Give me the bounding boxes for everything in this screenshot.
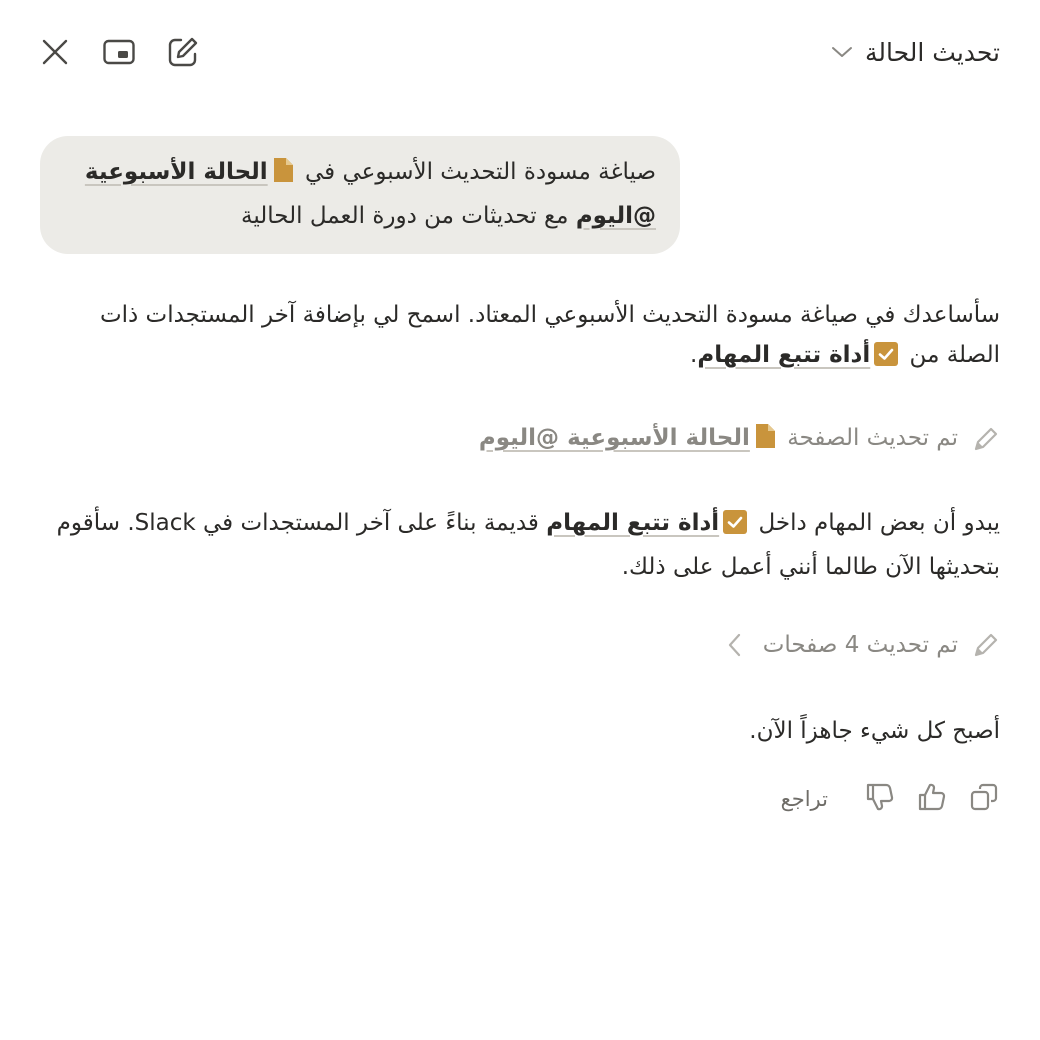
assistant-message-1-end: . <box>690 342 698 368</box>
pencil-icon <box>972 631 1000 659</box>
undo-button[interactable]: تراجع <box>780 787 828 811</box>
step-pages-updated[interactable] <box>727 631 1000 659</box>
close-button[interactable] <box>40 37 70 67</box>
assistant-message-2 <box>40 503 1000 587</box>
chevron-down-icon <box>831 45 853 59</box>
copy-button[interactable] <box>968 782 1000 816</box>
thumbs-up-icon <box>917 782 947 816</box>
step-2-label: تم تحديث 4 صفحات <box>762 632 958 658</box>
assistant-message-2-text-1: يبدو أن بعض المهام داخل <box>751 510 1000 536</box>
thumbs-up-button[interactable] <box>916 782 948 816</box>
copy-icon <box>970 783 998 815</box>
feedback-bar <box>775 782 1000 816</box>
chat-title: تحديث الحالة <box>864 37 1000 67</box>
picture-in-picture-button[interactable] <box>104 37 134 67</box>
window-actions <box>40 37 198 67</box>
picture-in-picture-icon <box>103 39 135 65</box>
pencil-icon <box>972 425 1000 453</box>
new-chat-icon <box>167 36 199 68</box>
step-1-label: تم تحديث الصفحة <box>779 425 958 451</box>
chat-title-selector[interactable] <box>831 38 1000 67</box>
database-mention-task-tracker[interactable]: أداة تتبع المهام <box>697 342 871 368</box>
assistant-message-1-text: سأساعدك في صياغة مسودة التحديث الأسبوعي المعتاد. اسمح لي بإضافة آخر المستجدات ذات الصلة من <box>99 302 1000 368</box>
step-page-updated <box>479 423 1000 455</box>
top-bar <box>40 28 1000 76</box>
assistant-message-2-text-2: قديمة بناءً على آخر المستجدات في Slack. سأقوم بتحديثها الآن طالما أنني أعمل على ذلك. <box>56 510 1000 580</box>
assistant-message-3: أصبح كل شيء جاهزاً الآن. <box>749 718 1000 744</box>
user-message <box>40 136 680 254</box>
thumbs-down-button[interactable] <box>864 782 896 816</box>
page-mention-weekly-status[interactable]: الحالة الأسبوعية @اليوم <box>84 159 656 229</box>
new-chat-button[interactable] <box>168 37 198 67</box>
assistant-message-1 <box>40 295 1000 379</box>
chevron-left-icon <box>727 633 741 657</box>
checkbox-icon <box>874 339 898 379</box>
database-mention-task-tracker[interactable]: أداة تتبع المهام <box>546 510 720 536</box>
page-mention-weekly-status[interactable]: الحالة الأسبوعية @اليوم <box>478 425 750 451</box>
page-icon <box>272 156 294 196</box>
user-message-text-2: مع تحديثات من دورة العمل الحالية <box>240 203 576 229</box>
user-message-text-1: صياغة مسودة التحديث الأسبوعي في <box>297 159 656 185</box>
thumbs-down-icon <box>865 782 895 816</box>
close-icon <box>42 39 68 65</box>
page-icon <box>754 423 776 455</box>
checkbox-icon <box>723 507 747 547</box>
